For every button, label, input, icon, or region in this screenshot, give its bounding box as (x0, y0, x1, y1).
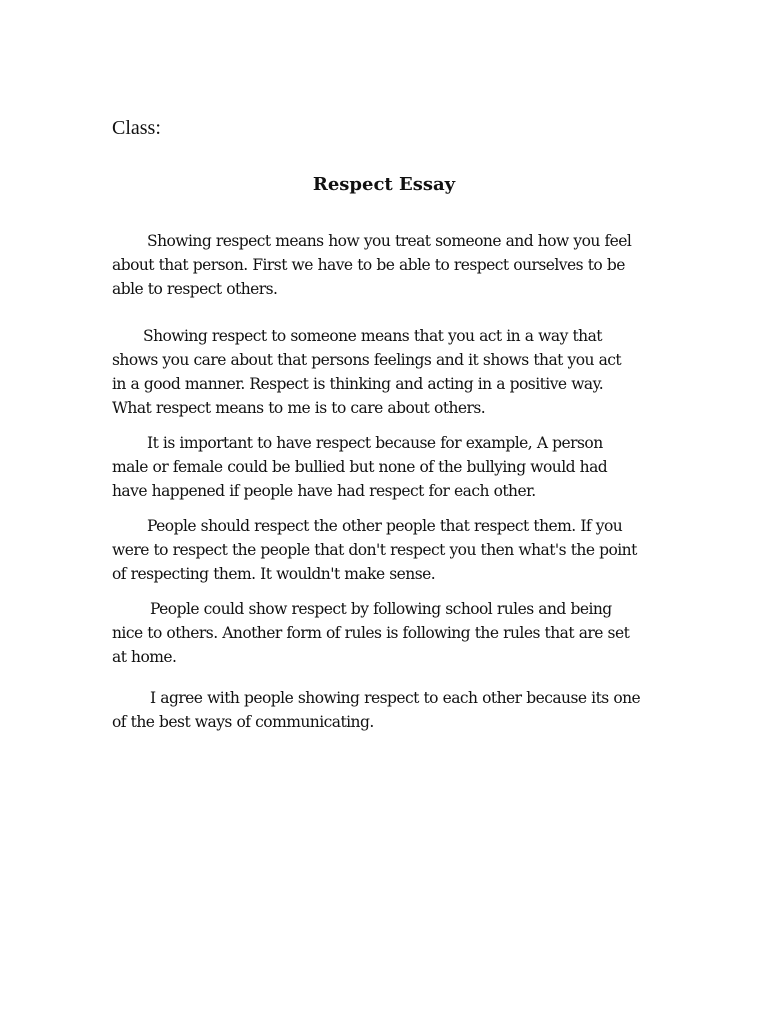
paragraph-line: of the best ways of communicating. (112, 713, 374, 731)
paragraph (112, 324, 672, 420)
paragraph-line: of respecting them. It wouldn't make sense. (112, 565, 436, 583)
paragraph-line: People could show respect by following school rules and being (150, 600, 612, 618)
paragraph-line: have happened if people have had respect for each other. (112, 482, 536, 500)
paragraph-line: were to respect the people that don't respect you then what's the point (112, 541, 637, 559)
paragraph-line: at home. (112, 648, 177, 666)
paragraph-line: about that person. First we have to be able to respect ourselves to be (112, 256, 625, 274)
essay-body (112, 229, 672, 734)
paragraph (112, 686, 672, 734)
paragraph-line: in a good manner. Respect is thinking and acting in a positive way. (112, 375, 604, 393)
paragraph (112, 597, 672, 669)
paragraph (112, 229, 672, 301)
paragraph-line: nice to others. Another form of rules is following the rules that are set (112, 624, 630, 642)
paragraph-line: People should respect the other people that respect them. If you (147, 517, 623, 535)
paragraph-line: male or female could be bullied but none of the bullying would had (112, 458, 608, 476)
paragraph-line: It is important to have respect because for example, A person (147, 434, 603, 452)
class-label: Class: (112, 117, 161, 139)
paragraph-line: Showing respect to someone means that you act in a way that (143, 327, 602, 345)
paragraph-line: able to respect others. (112, 280, 278, 298)
essay-title: Respect Essay (312, 174, 456, 195)
paragraph-line: shows you care about that persons feelings and it shows that you act (112, 351, 622, 369)
paragraph-line: I agree with people showing respect to each other because its one (150, 689, 641, 707)
paragraph (112, 431, 672, 503)
paragraph (112, 514, 672, 586)
paragraph-line: Showing respect means how you treat someone and how you feel (147, 232, 632, 250)
paragraph-line: What respect means to me is to care about others. (112, 399, 486, 417)
